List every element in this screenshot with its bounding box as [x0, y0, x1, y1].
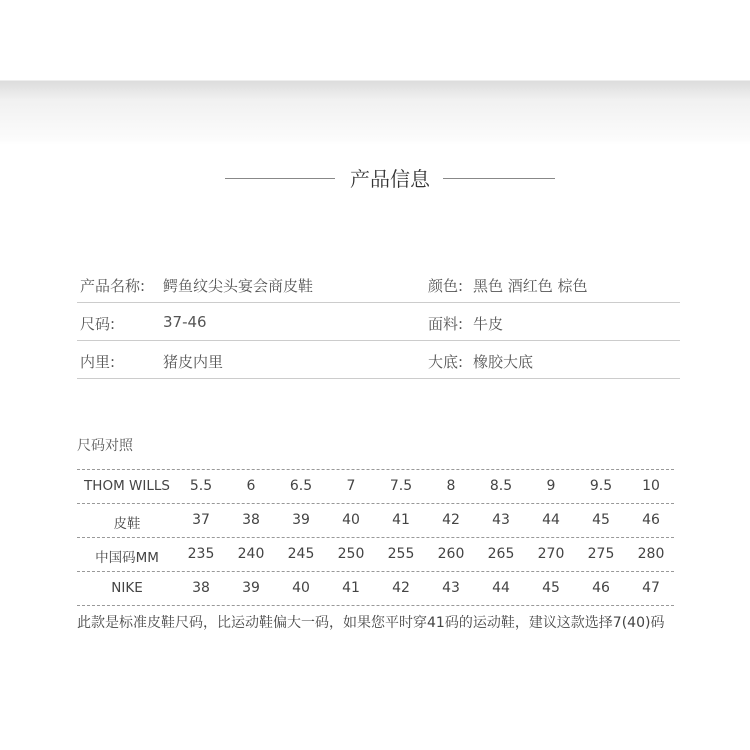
size-cell: 46: [592, 580, 610, 596]
size-cell: 42: [442, 512, 460, 528]
size-advice-note: 此款是标准皮鞋尺码，比运动鞋偏大一码，如果您平时穿41码的运动鞋，建议这款选择7(40)码: [77, 615, 665, 631]
size-cell: 260: [437, 546, 465, 562]
size-cell: 10: [642, 478, 660, 494]
size-row: [77, 504, 674, 538]
top-gradient-band: [0, 0, 750, 145]
size-cell: 37: [192, 512, 210, 528]
info-label: 颜色:: [428, 277, 464, 295]
size-cell: 8.5: [489, 478, 513, 494]
size-cell: 38: [192, 580, 210, 596]
info-label: 面料:: [428, 315, 464, 333]
size-cell: 255: [387, 546, 415, 562]
size-cell: 7.5: [389, 478, 413, 494]
info-value: 37-46: [163, 313, 207, 331]
size-cell: 235: [187, 546, 215, 562]
size-cell: 45: [542, 580, 560, 596]
size-cell: 41: [392, 512, 410, 528]
size-row: [77, 470, 674, 504]
title-divider-right: [443, 178, 555, 179]
size-row-label: THOM WILLS: [84, 478, 170, 494]
info-row: [77, 340, 680, 379]
section-title: 产品信息: [350, 167, 430, 191]
size-row: [77, 572, 674, 606]
size-cell: 5.5: [189, 478, 213, 494]
size-cell: 40: [292, 580, 310, 596]
size-cell: 275: [587, 546, 615, 562]
size-cell: 38: [242, 512, 260, 528]
size-cell: 9.5: [589, 478, 613, 494]
size-cell: 41: [342, 580, 360, 596]
size-cell: 245: [287, 546, 315, 562]
info-label: 尺码:: [80, 315, 116, 333]
size-cell: 43: [442, 580, 460, 596]
size-cell: 270: [537, 546, 565, 562]
section-header: [0, 164, 750, 194]
info-label: 内里:: [80, 353, 116, 371]
size-cell: 47: [642, 580, 660, 596]
size-cell: 40: [342, 512, 360, 528]
size-row-label: 皮鞋: [113, 516, 141, 532]
size-row: [77, 538, 674, 572]
info-value: 黑色 酒红色 棕色: [473, 277, 588, 295]
info-row: [77, 302, 680, 341]
size-chart-table: [77, 469, 674, 606]
info-value: 鳄鱼纹尖头宴会商皮鞋: [163, 277, 314, 295]
size-cell: 9: [546, 478, 556, 494]
size-cell: 6.5: [289, 478, 313, 494]
info-value: 橡胶大底: [473, 353, 534, 371]
size-row-label: 中国码MM: [95, 550, 159, 566]
info-value: 牛皮: [473, 315, 504, 333]
size-row-label: NIKE: [111, 580, 143, 596]
size-cell: 280: [637, 546, 665, 562]
size-cell: 250: [337, 546, 365, 562]
size-cell: 7: [346, 478, 356, 494]
info-row: [77, 264, 680, 303]
size-cell: 39: [292, 512, 310, 528]
size-cell: 44: [492, 580, 510, 596]
size-cell: 43: [492, 512, 510, 528]
info-value: 猪皮内里: [163, 353, 224, 371]
title-divider-left: [225, 178, 335, 179]
size-chart-title: 尺码对照: [77, 438, 133, 454]
size-cell: 44: [542, 512, 560, 528]
size-cell: 45: [592, 512, 610, 528]
size-cell: 6: [246, 478, 256, 494]
size-cell: 39: [242, 580, 260, 596]
size-cell: 46: [642, 512, 660, 528]
size-cell: 265: [487, 546, 515, 562]
size-cell: 42: [392, 580, 410, 596]
info-label: 大底:: [428, 353, 464, 371]
size-cell: 8: [446, 478, 456, 494]
size-cell: 240: [237, 546, 265, 562]
info-label: 产品名称:: [80, 277, 146, 295]
